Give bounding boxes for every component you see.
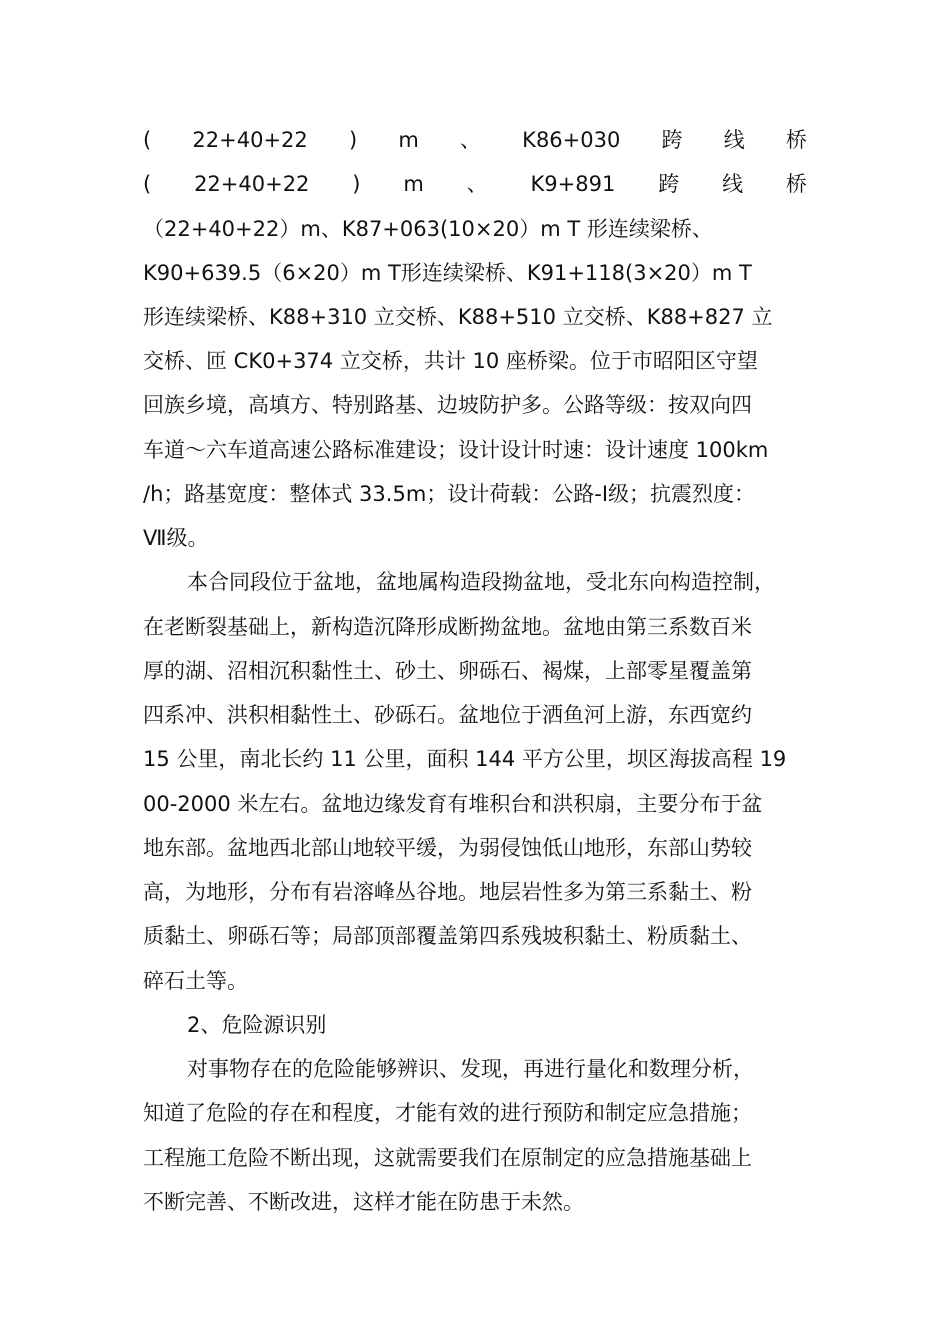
token: ( bbox=[143, 128, 152, 152]
token: K86+030 bbox=[522, 128, 621, 152]
text-line: （22+40+22）m、K87+063(10×20）m T 形连续梁桥、 bbox=[143, 217, 713, 241]
text-line: Ⅶ级。 bbox=[143, 526, 209, 550]
text-line: /h；路基宽度：整体式 33.5m；设计荷载：公路-Ⅰ级；抗震烈度： bbox=[143, 482, 756, 506]
token: 、 bbox=[466, 172, 488, 196]
token: ) bbox=[352, 172, 361, 196]
text-line: 15 公里，南北长约 11 公里，面积 144 平方公里，坝区海拔高程 19 bbox=[143, 747, 787, 771]
text-line: 地东部。盆地西北部山地较平缓，为弱侵蚀低山地形，东部山势较 bbox=[143, 836, 752, 860]
text-line: 工程施工危险不断出现，这就需要我们在原制定的应急措施基础上 bbox=[143, 1146, 752, 1170]
text-line: 00-2000 米左右。盆地边缘发育有堆积台和洪积扇，主要分布于盆 bbox=[143, 792, 763, 816]
text-line: 知道了危险的存在和程度，才能有效的进行预防和制定应急措施； bbox=[143, 1101, 752, 1125]
text-line: 质黏土、卵砾石等；局部顶部覆盖第四系残坡积黏土、粉质黏土、 bbox=[143, 924, 752, 948]
text-line: 厚的湖、沼相沉积黏性土、砂土、卵砾石、褐煤，上部零星覆盖第 bbox=[143, 659, 752, 683]
text-line: 四系冲、洪积相黏性土、砂砾石。盆地位于洒鱼河上游，东西宽约 bbox=[143, 703, 752, 727]
text-line: K90+639.5（6×20）m T形连续梁桥、K91+118(3×20）m T bbox=[143, 261, 752, 285]
text-line: 车道～六车道高速公路标准建设；设计设计时速：设计速度 100km bbox=[143, 438, 769, 462]
text-line: 回族乡境，高填方、特别路基、边坡防护多。公路等级：按双向四 bbox=[143, 393, 752, 417]
text-line: 不断完善、不断改进，这样才能在防患于未然。 bbox=[143, 1190, 584, 1214]
token: 跨 bbox=[658, 172, 680, 196]
token: ) bbox=[348, 128, 358, 152]
token: 22+40+22 bbox=[192, 128, 308, 152]
paragraph1-line-2 bbox=[143, 164, 807, 204]
token: 、 bbox=[459, 128, 481, 152]
text-line: 形连续梁桥、K88+310 立交桥、K88+510 立交桥、K88+827 立 bbox=[143, 305, 773, 329]
text-line: 本合同段位于盆地，盆地属构造段拗盆地，受北东向构造控制， bbox=[187, 570, 775, 594]
token: m bbox=[403, 172, 424, 196]
paragraph1-line-1 bbox=[143, 120, 807, 160]
token: 22+40+22 bbox=[194, 172, 310, 196]
token: m bbox=[398, 128, 419, 152]
token: 桥 bbox=[785, 128, 807, 152]
text-line: 交桥、匝 CK0+374 立交桥，共计 10 座桥梁。位于市昭阳区守望 bbox=[143, 349, 758, 373]
token: 跨 bbox=[661, 128, 683, 152]
text-line: 在老断裂基础上，新构造沉降形成断拗盆地。盆地由第三系数百米 bbox=[143, 615, 752, 639]
text-line: 高，为地形，分布有岩溶峰丛谷地。地层岩性多为第三系黏土、粉 bbox=[143, 880, 752, 904]
token: 线 bbox=[722, 172, 744, 196]
token: 桥 bbox=[785, 172, 807, 196]
text-line: 对事物存在的危险能够辨识、发现，再进行量化和数理分析， bbox=[187, 1057, 754, 1081]
token: 线 bbox=[723, 128, 745, 152]
token: ( bbox=[143, 172, 152, 196]
text-line: 碎石土等。 bbox=[143, 969, 248, 993]
token: K9+891 bbox=[530, 172, 616, 196]
section-heading: 2、危险源识别 bbox=[187, 1013, 327, 1037]
